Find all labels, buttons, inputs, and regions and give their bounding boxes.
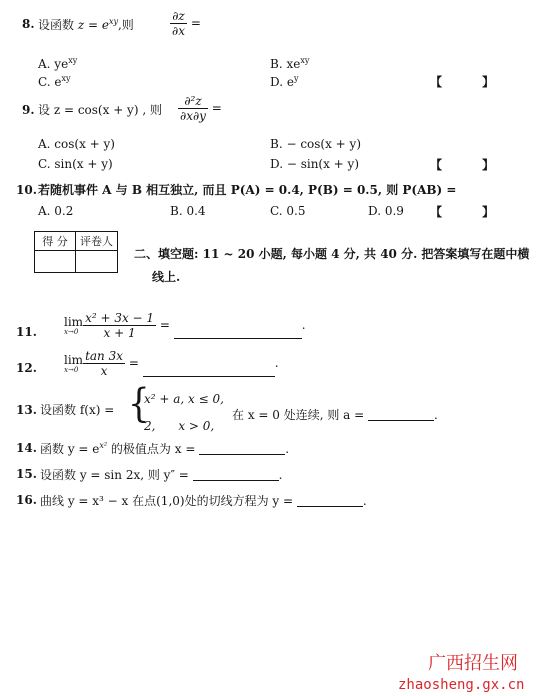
watermark-url: zhaosheng.gx.cn [398, 677, 525, 693]
question-14-answer-blank[interactable] [199, 442, 285, 455]
limit-word: lim [64, 352, 84, 367]
question-15-end: . [278, 468, 283, 482]
question-16-number: 16. [16, 493, 37, 507]
question-8-stem-text: 设函数 [38, 18, 75, 32]
question-11-eq: = [159, 318, 170, 332]
question-12-eq: = [128, 356, 139, 370]
question-14-text-tail: 的极值点为 x = [107, 442, 196, 456]
question-10-stem: 若随机事件 A 与 B 相互独立, 而且 P(A) = 0.4, P(B) = 0.5, 则 P(AB) = [38, 183, 457, 197]
question-16-text [40, 494, 367, 507]
question-8-fraction [170, 10, 201, 37]
question-16-text-main: 曲线 y = x³ − x 在点(1,0)处的切线方程为 y = [40, 494, 294, 508]
question-9-eq: = [211, 101, 222, 115]
limit-word: lim [64, 314, 84, 329]
question-9-fraction [178, 95, 222, 122]
question-10-option-c: C. 0.5 [270, 204, 306, 218]
question-15-answer-blank[interactable] [193, 468, 279, 481]
question-13-answer-blank[interactable] [368, 408, 434, 421]
question-9-option-a: A. cos(x + y) [38, 137, 115, 151]
question-11-fraction-den: x + 1 [103, 326, 136, 340]
question-9-option-d: D. − sin(x + y) [270, 157, 360, 171]
question-10-number: 10. [16, 183, 37, 197]
question-14-sup: x² [99, 441, 108, 450]
reviewer-cell[interactable] [76, 251, 118, 273]
question-12-expression [64, 350, 279, 377]
question-9-fraction-den: ∂x∂y [180, 109, 206, 123]
option-b-sup: xy [300, 56, 310, 65]
question-15-text-main: 设函数 y = sin 2x, 则 y″ = [40, 468, 189, 482]
question-9-answer-bracket: 【 】 [430, 158, 513, 172]
question-8-mid: ,则 [117, 18, 134, 32]
question-8-eq: = [190, 16, 201, 30]
question-10-option-a: A. 0.2 [38, 204, 74, 218]
limit-subscript: x→0 [64, 365, 79, 374]
question-13-case-2: 2, x > 0, [144, 419, 215, 433]
question-14-end: . [285, 442, 290, 456]
question-13-brace: { [128, 381, 150, 427]
question-13-tail [232, 408, 438, 421]
question-12-end: . [274, 356, 279, 370]
question-14-text [40, 442, 289, 455]
option-c-text: C. e [38, 75, 62, 89]
question-11-answer-blank[interactable] [174, 326, 302, 339]
question-8-stem [38, 18, 134, 31]
question-8-answer-bracket: 【 】 [430, 75, 513, 89]
question-12-fraction-num: tan 3x [85, 349, 123, 363]
question-13-case-1: x² + a, x ≤ 0, [144, 392, 224, 406]
question-8-option-d [270, 75, 298, 88]
question-12-answer-blank[interactable] [143, 364, 275, 377]
question-12-fraction-den: x [100, 364, 108, 378]
question-9-number: 9. [22, 103, 35, 117]
option-c-sup: xy [61, 74, 71, 83]
question-11-expression [64, 312, 306, 339]
question-13-number: 13. [16, 403, 37, 417]
question-13-end: . [434, 408, 438, 422]
question-8-option-a [38, 57, 77, 70]
question-11-number: 11. [16, 325, 37, 339]
watermark-site-name: 广西招生网 [428, 653, 518, 674]
question-15-text [40, 468, 282, 481]
question-9-fraction-num: ∂²z [178, 95, 208, 109]
question-9-option-b: B. − cos(x + y) [270, 137, 362, 151]
question-8-expr-sup: xy [108, 17, 118, 26]
question-9-stem: 设 z = cos(x + y) , 则 [38, 103, 162, 117]
score-box [34, 231, 118, 273]
question-10-option-d: D. 0.9 [368, 204, 404, 218]
question-15-number: 15. [16, 467, 37, 481]
option-b-text: B. xe [270, 57, 301, 71]
section-2-heading: 二、填空题: 11 ~ 20 小题, 每小题 4 分, 共 40 分. 把答案填写在题中横 [134, 247, 530, 261]
question-10-option-b: B. 0.4 [170, 204, 206, 218]
question-8-fraction-den: ∂x [172, 24, 185, 38]
option-a-text: A. ye [38, 57, 69, 71]
option-d-text: D. e [270, 75, 294, 89]
score-header: 得 分 [35, 232, 76, 251]
question-8-expr: z = e [77, 18, 109, 32]
section-2-heading-cont: 线上. [152, 270, 181, 284]
reviewer-header: 评卷人 [76, 232, 118, 251]
question-13-tail-text: 在 x = 0 处连续, 则 a = [232, 408, 365, 422]
question-8-option-c [38, 75, 71, 88]
question-8-fraction-num: ∂z [170, 10, 187, 24]
question-12-number: 12. [16, 361, 37, 375]
question-9-option-c: C. sin(x + y) [38, 157, 113, 171]
score-cell[interactable] [35, 251, 76, 273]
question-16-end: . [362, 494, 367, 508]
option-d-sup: y [293, 74, 299, 83]
question-10-answer-bracket: 【 】 [430, 205, 513, 219]
question-16-answer-blank[interactable] [297, 494, 363, 507]
question-13-stem: 设函数 f(x) = [40, 403, 115, 417]
question-14-number: 14. [16, 441, 37, 455]
question-14-text-main: 函数 y = e [40, 442, 100, 456]
limit-subscript: x→0 [64, 327, 79, 336]
option-a-sup: xy [68, 56, 78, 65]
question-8-option-b [270, 57, 309, 70]
question-11-end: . [301, 318, 306, 332]
question-11-fraction-num: x² + 3x − 1 [85, 311, 155, 325]
question-8-number: 8. [22, 17, 35, 31]
